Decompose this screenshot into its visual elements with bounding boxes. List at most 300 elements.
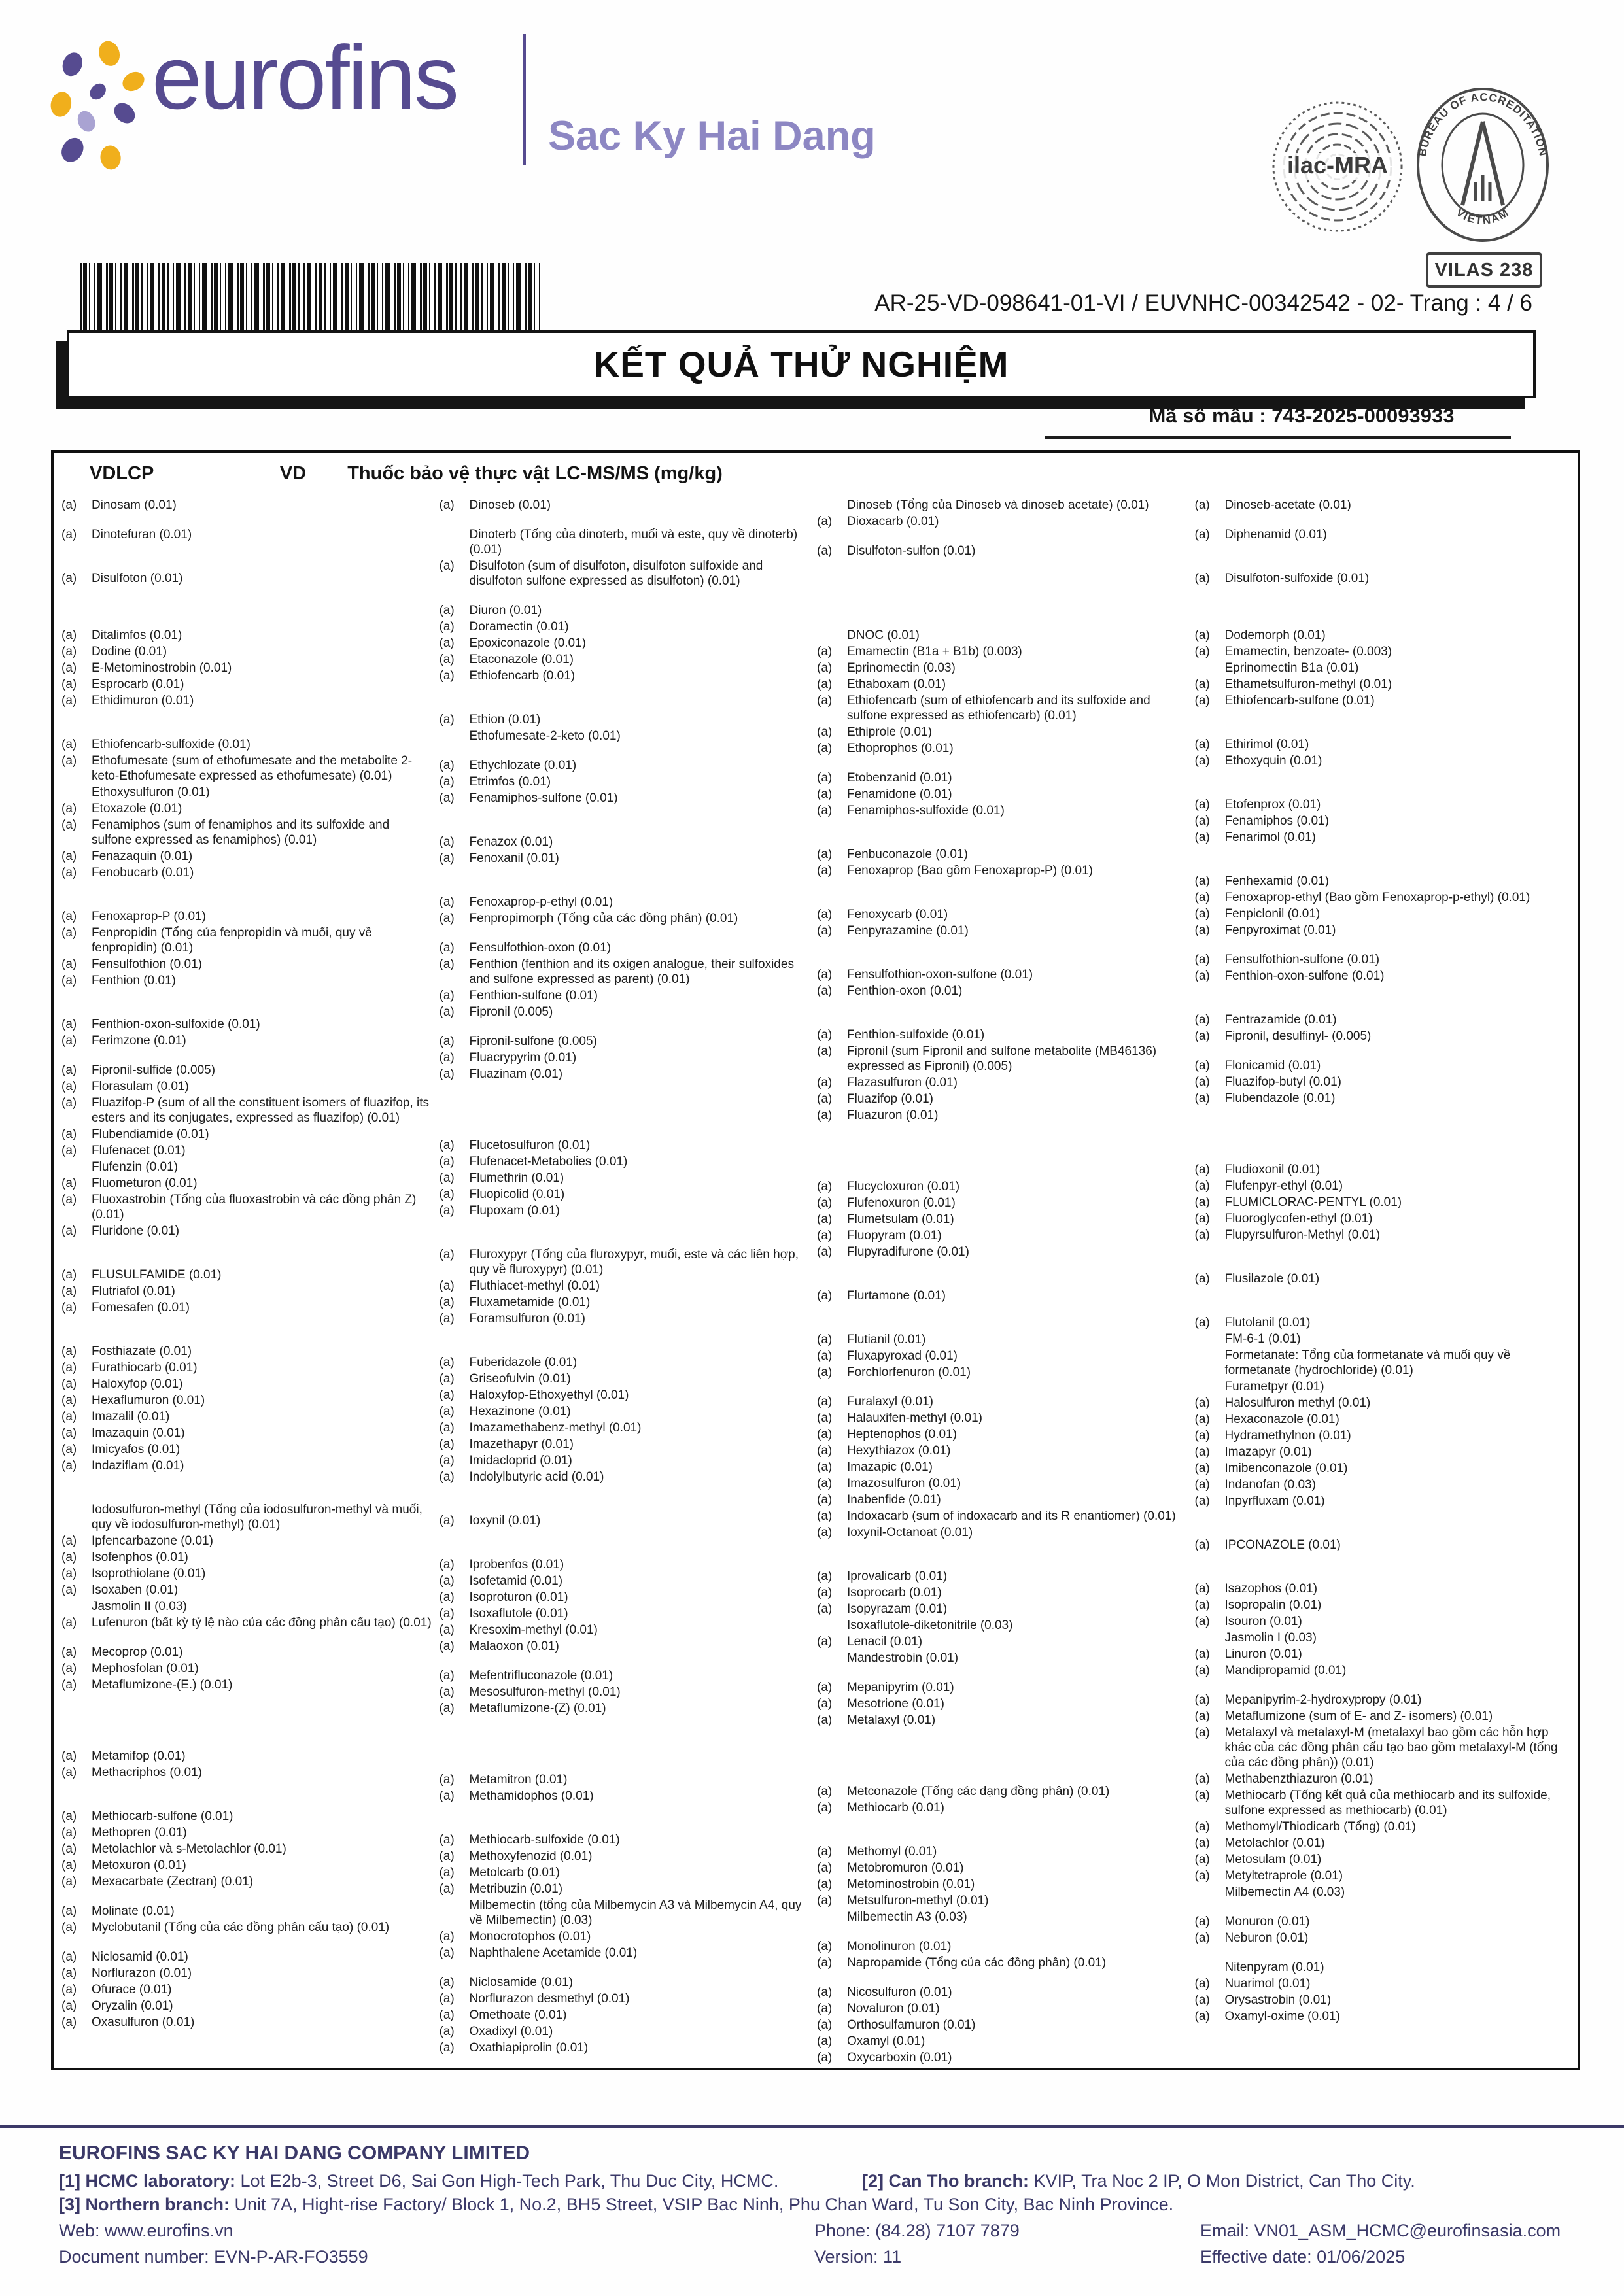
footnote-marker: (a) [439,1702,455,1715]
substance-name: Diphenamid (0.01) [1224,528,1327,541]
svg-text:ilac-MRA: ilac-MRA [1287,152,1389,179]
substance-item [817,1244,1188,1259]
substance-item [61,909,433,924]
column-gap [817,530,1188,543]
footnote-marker: (a) [817,1985,833,1999]
footnote-marker: (a) [1194,1272,1210,1286]
column-gap [61,989,433,1017]
substance-item [61,865,433,880]
footnote-marker: (a) [439,941,455,955]
substance-name: Ipfencarbazone (0.01) [92,1534,213,1548]
substance-name: Novaluron (0.01) [847,2002,940,2015]
footnote-marker: (a) [61,572,77,585]
substance-item [817,1713,1188,1728]
substance-item [440,1295,811,1310]
substance-name: Imidacloprid (0.01) [469,1454,572,1467]
footnote-marker: (a) [817,771,833,785]
footnote-marker: (a) [817,677,833,691]
footnote-marker: (a) [817,1428,833,1441]
substance-item [1195,628,1566,643]
substance-item [61,1749,433,1764]
bureau-of-accreditation-seal-icon [1413,84,1553,248]
substance-name: Dinosam (0.01) [92,498,177,512]
footnote-marker: (a) [817,924,833,938]
footnote-marker: (a) [61,1361,77,1375]
substance-name: Dodemorph (0.01) [1224,628,1326,642]
substance-item [817,1228,1188,1243]
footnote-marker: (a) [1194,891,1210,904]
substance-item [440,1355,811,1370]
substance-item [440,1453,811,1468]
substance-item [440,1067,811,1082]
footnote-marker: (a) [817,968,833,982]
substance-name: Fenamiphos (sum of fenamiphos and its sulfoxide and sulfone expressed as fenamiphos) (0.01) [92,818,390,847]
substance-item [1195,1195,1566,1210]
footnote-marker: (a) [1194,969,1210,983]
substance-item [817,2034,1188,2049]
footnote-marker: (a) [817,1713,833,1727]
column-gap [440,745,811,758]
footnote-marker: (a) [817,2051,833,2065]
footnote-marker: (a) [439,1930,455,1944]
column-gap [61,1891,433,1904]
column-gap [1195,1679,1566,1692]
substance-name: Ditalimfos (0.01) [92,628,182,642]
footnote-marker: (a) [61,628,77,642]
substance-item [61,1615,433,1630]
substance-item [440,1573,811,1588]
substance-item [817,1844,1188,1859]
substance-name: Hexaconazole (0.01) [1224,1413,1339,1426]
document-number: Document number: EVN-P-AR-FO3559 [59,2247,368,2267]
substance-item [817,677,1188,692]
substance-item [440,957,811,987]
substance-item [440,1388,811,1403]
footnote-marker: (a) [439,1139,455,1152]
substance-item [1195,571,1566,586]
substance-item [61,1765,433,1780]
substance-name: Iodosulfuron-methyl (Tổng của iodosulfuron-methyl và muối, quy về iodosulfuron-methyl) (0.01) [92,1503,423,1532]
substance-item [61,498,433,513]
column-gap [440,1962,811,1975]
substance-item [61,753,433,783]
results-table [51,450,1580,2070]
substance-name: Ethiofencarb-sulfone (0.01) [1224,694,1375,708]
footer-address-line-1 [59,2171,1576,2191]
column-gap [817,1926,1188,1939]
substance-name: Isazophos (0.01) [1224,1582,1318,1596]
footnote-marker [1195,1885,1225,1900]
substance-item [1195,527,1566,542]
substance-name: Niclosamid (0.01) [92,1950,188,1964]
panel-code: VDLCP [90,463,154,484]
substance-name: Disulfoton-sulfoxide (0.01) [1224,572,1370,585]
substance-name: Emamectin, benzoate- (0.003) [1224,645,1392,659]
footnote-marker [817,1651,847,1666]
footnote-marker [1195,1348,1225,1378]
substance-name: Mesotrione (0.01) [847,1697,944,1711]
substance-item [1195,1788,1566,1818]
footnote-marker: (a) [439,851,455,865]
footnote-marker: (a) [61,661,77,675]
substance-item [440,1975,811,1990]
substance-item [817,1784,1188,1799]
substance-name: Fluxametamide (0.01) [469,1295,591,1309]
substance-name: Haloxyfop-Ethoxyethyl (0.01) [469,1388,629,1402]
substance-name: Methiocarb-sulfoxide (0.01) [469,1833,620,1847]
substance-name: E-Metominostrobin (0.01) [92,661,232,675]
substance-name: Metamifop (0.01) [92,1749,186,1763]
substance-item [1195,1852,1566,1867]
substance-item [61,925,433,955]
substance-item [440,1945,811,1961]
substance-name: Fluazinam (0.01) [469,1067,563,1081]
footnote-marker: (a) [61,1645,77,1659]
footnote-marker: (a) [61,1268,77,1282]
substance-name: Orthosulfamuron (0.01) [847,2018,976,2032]
footnote-marker: (a) [61,1127,77,1141]
substance-name: Metominostrobin (0.01) [847,1877,975,1891]
footnote-marker: (a) [817,1092,833,1106]
substance-item [817,1602,1188,1617]
substance-item [61,677,433,692]
footnote-marker [61,1599,92,1614]
footnote-marker [817,1910,847,1925]
substance-item [440,1278,811,1294]
substance-name: Ofurace (0.01) [92,1983,172,1996]
substance-name: Fluoxastrobin (Tổng của fluoxastrobin và các đồng phân Z) (0.01) [92,1193,417,1222]
footnote-marker: (a) [817,1460,833,1474]
footnote-marker: (a) [61,1096,77,1110]
substance-item [440,758,811,773]
substance-item [1195,498,1566,513]
substance-item [440,791,811,806]
footnote-marker: (a) [61,1678,77,1692]
version: Version: 11 [814,2247,902,2267]
substance-name: Inabenfide (0.01) [847,1493,941,1507]
footnote-marker: (a) [1194,1478,1210,1492]
footnote-marker: (a) [817,544,833,558]
footnote-marker: (a) [1194,1445,1210,1459]
footnote-marker: (a) [439,1992,455,2006]
substance-item [440,1701,811,1716]
column-gap [817,819,1188,847]
footnote-marker: (a) [439,1470,455,1484]
substance-item [61,1360,433,1375]
substance-name: Flucetosulfuron (0.01) [469,1139,591,1152]
footnote-marker [817,628,847,643]
substance-name: Oxamyl-oxime (0.01) [1224,2010,1340,2023]
substance-item [61,1143,433,1158]
substance-column-2 [440,498,818,2066]
footnote-marker: (a) [817,742,833,755]
substance-item [817,1696,1188,1711]
footnote-marker: (a) [1194,694,1210,708]
column-gap [817,1305,1188,1332]
substance-name: Fluazifop (0.01) [847,1092,934,1106]
barcode-icon [80,263,541,336]
substance-name: Ethofumesate (sum of ethofumesate and the metabolite 2-keto-Ethofumesate expressed as ethofumesate) (0.01) [92,754,413,783]
substance-name: Fenamiphos (0.01) [1224,814,1329,828]
column-gap [817,1381,1188,1394]
substance-item [817,693,1188,723]
substance-name: Fenthion (fenthion and its oxigen analogue, their sulfoxides and sulfone expressed as parent) (0.01) [469,957,794,986]
footnote-marker: (a) [439,1171,455,1185]
substance-item [1195,1663,1566,1678]
column-gap [440,1220,811,1247]
footnote-marker: (a) [61,1616,77,1630]
footer-contact-line [59,2221,1576,2241]
substance-name: Ioxynil (0.01) [469,1514,541,1528]
column-gap [817,615,1188,628]
svg-text:VIETNAM: VIETNAM [1453,205,1512,228]
footnote-marker [1195,1630,1225,1645]
substance-name: Indoxacarb (sum of indoxacarb and its R enantiomer) (0.01) [847,1509,1176,1523]
substance-name: Imazapic (0.01) [847,1460,933,1474]
substance-name: Fluazuron (0.01) [847,1108,939,1122]
footnote-marker: (a) [439,1789,455,1803]
footnote-marker: (a) [817,1602,833,1616]
substance-item [1195,1614,1566,1629]
substance-name: Methiocarb-sulfone (0.01) [92,1809,233,1823]
substance-name: Ethoxysulfuron (0.01) [92,785,210,799]
substance-name: Metolcarb (0.01) [469,1866,560,1879]
substance-item [817,543,1188,558]
footnote-marker: (a) [61,910,77,923]
substance-item [817,1044,1188,1074]
substance-item [817,1525,1188,1540]
column-gap [1195,543,1566,571]
footnote-marker: (a) [817,1894,833,1908]
substance-name: Milbemectin A4 (0.03) [1224,1885,1345,1899]
footnote-marker: (a) [817,1509,833,1523]
substance-item [61,628,433,643]
substance-item [1195,693,1566,708]
substance-name: Mandestrobin (0.01) [847,1651,959,1665]
substance-name: Etrimfos (0.01) [469,775,551,789]
substance-item [440,940,811,955]
column-gap [1195,770,1566,797]
substance-item [440,1606,811,1621]
substance-item [817,1075,1188,1090]
footnote-marker [61,1502,92,1532]
substance-item [817,1585,1188,1600]
footnote-marker: (a) [817,1229,833,1242]
substance-name: Eprinomectin (0.03) [847,661,956,675]
column-gap [61,543,433,571]
substance-item [440,1898,811,1928]
footnote-marker: (a) [439,1590,455,1604]
footnote-marker: (a) [439,989,455,1002]
footnote-marker: (a) [1194,798,1210,812]
footnote-marker: (a) [439,957,455,971]
footnote-marker: (a) [1194,1820,1210,1834]
substance-name: Fluridone (0.01) [92,1224,180,1238]
substance-item [817,847,1188,862]
substance-item [61,1458,433,1473]
substance-item [440,1789,811,1804]
substance-name: Metolachlor và s-Metolachlor (0.01) [92,1842,286,1856]
substance-name: Fenoxaprop-ethyl (Bao gồm Fenoxaprop-p-ethyl) (0.01) [1224,891,1530,904]
substance-name: Metalaxyl (0.01) [847,1713,936,1727]
effective-date: Effective date: 01/06/2025 [1200,2247,1406,2267]
substance-name: Lenacil (0.01) [847,1635,923,1649]
column-gap [61,1781,433,1809]
footnote-marker: (a) [817,984,833,998]
substance-item [61,1033,433,1048]
substance-item [440,1247,811,1277]
footnote-marker: (a) [439,1833,455,1847]
substance-item [61,1998,433,2013]
substance-name: Mandipropamid (0.01) [1224,1664,1347,1677]
substance-name: Nicosulfuron (0.01) [847,1985,952,1999]
substance-item [817,660,1188,676]
column-gap [817,1124,1188,1152]
substance-item [440,619,811,634]
substance-name: Imazaquin (0.01) [92,1426,185,1440]
substance-item [61,957,433,972]
column-gap [61,1240,433,1267]
substance-name: Metaflumizone-(Z) (0.01) [469,1702,606,1715]
substance-item [440,895,811,910]
column-gap [440,1021,811,1034]
footnote-marker: (a) [817,1493,833,1507]
substance-name: Etaconazole (0.01) [469,653,574,666]
substance-item [440,1590,811,1605]
footnote-marker: (a) [1194,1075,1210,1089]
substance-name: Flufenpyr-ethyl (0.01) [1224,1179,1343,1193]
substance-name: Fenbuconazole (0.01) [847,848,968,861]
substance-name: Forchlorfenuron (0.01) [847,1365,971,1379]
footnote-marker: (a) [1194,1726,1210,1739]
substance-name: Fensulfothion-oxon-sulfone (0.01) [847,968,1033,982]
substance-item [1195,952,1566,967]
substance-item [61,1284,433,1299]
report-reference: AR-25-VD-098641-01-VI / EUVNHC-00342542 - 02- Trang : 4 / 6 [874,290,1532,316]
footnote-marker: (a) [439,1421,455,1435]
footnote-marker: (a) [439,2008,455,2022]
column-gap [61,710,433,737]
substance-name: Isopropalin (0.01) [1224,1598,1322,1612]
substance-item [1195,923,1566,938]
substance-name: Fipronil-sulfide (0.005) [92,1063,216,1077]
eurofins-logo-text: eurofins [152,27,457,128]
footnote-marker: (a) [817,1365,833,1379]
substance-item [1195,1074,1566,1089]
substance-item [61,1982,433,1997]
substance-name: Ethion (0.01) [469,713,541,727]
substance-item [61,1645,433,1660]
column-gap [61,1632,433,1645]
substance-item [817,803,1188,818]
substance-column-3 [817,498,1195,2066]
substance-name: Esprocarb (0.01) [92,677,184,691]
footnote-marker: (a) [1194,1538,1210,1552]
substance-name: Imazalil (0.01) [92,1410,170,1424]
footnote-marker: (a) [817,1586,833,1600]
sample-code-underline [1045,436,1511,439]
footnote-marker: (a) [1194,874,1210,888]
footnote-marker: (a) [439,1204,455,1218]
footnote-marker: (a) [1194,2010,1210,2023]
footnote-marker: (a) [817,1526,833,1539]
footnote-marker: (a) [1194,1059,1210,1072]
substance-item [61,1809,433,1824]
footnote-marker: (a) [817,1477,833,1490]
substance-item [440,728,811,744]
column-gap [440,514,811,527]
substance-item [440,1557,811,1572]
footnote-marker: (a) [817,1877,833,1891]
footnote-marker: (a) [817,1861,833,1875]
substance-item [61,973,433,988]
substance-item [1195,1885,1566,1900]
substance-item [1195,797,1566,812]
column-gap [817,1152,1188,1179]
substance-name: Metalaxyl và metalaxyl-M (metalaxyl bao gồm các hỗn hợp khác của các đồng phân cấu tạo bao gồm metalaxyl-M (tổng của các đồng phân)) (0.01) [1224,1726,1558,1770]
substance-name: Flupyrsulfuron-Methyl (0.01) [1224,1228,1381,1242]
substance-item [61,1127,433,1142]
substance-item [1195,644,1566,659]
substance-item [440,1034,811,1049]
substance-name: Fenthion (0.01) [92,974,176,987]
column-gap [61,1475,433,1502]
substance-item [440,774,811,789]
substance-item [1195,1819,1566,1834]
substance-name: Methomyl/Thiodicarb (Tổng) (0.01) [1224,1820,1416,1834]
footnote-marker: (a) [1194,1013,1210,1027]
substance-name: Inpyrfluxam (0.01) [1224,1494,1325,1508]
substance-item [440,527,811,557]
substance-name: Fluometuron (0.01) [92,1176,198,1190]
footnote-marker: (a) [439,604,455,617]
substance-name: Etobenzanid (0.01) [847,771,952,785]
substance-name: Orysastrobin (0.01) [1224,1993,1332,2007]
substance-name: Monolinuron (0.01) [847,1940,952,1953]
substance-item [1195,1178,1566,1193]
column-gap [1195,514,1566,527]
substance-item [1195,753,1566,768]
footnote-marker: (a) [817,1845,833,1859]
footnote-marker: (a) [61,1551,77,1564]
substance-name: Dinoseb (0.01) [469,498,551,512]
footnote-marker: (a) [61,1176,77,1190]
substance-name: Dinotefuran (0.01) [92,528,192,541]
eurofins-logo-icon [47,29,155,176]
substance-name: Hexazinone (0.01) [469,1405,571,1418]
substance-item [440,988,811,1003]
substance-name: Disulfoton-sulfon (0.01) [847,544,976,558]
substance-name: Fenamiphos-sulfoxide (0.01) [847,804,1005,817]
footnote-marker: (a) [817,1444,833,1458]
footnote-marker: (a) [61,754,77,768]
substance-item [440,1311,811,1326]
substance-name: Norflurazon desmethyl (0.01) [469,1992,630,2006]
footnote-marker: (a) [1194,1413,1210,1426]
substance-item [1195,1445,1566,1460]
footnote-marker: (a) [1194,1869,1210,1883]
substance-item [440,1371,811,1386]
footnote-marker: (a) [1194,1931,1210,1945]
column-gap [817,1756,1188,1784]
footnote-marker: (a) [61,677,77,691]
substance-name: Isouron (0.01) [1224,1615,1302,1628]
substance-item [817,1910,1188,1925]
substance-name: Isoxaben (0.01) [92,1583,179,1597]
substance-item [440,1849,811,1864]
substance-item [817,1411,1188,1426]
footnote-marker: (a) [439,1669,455,1683]
